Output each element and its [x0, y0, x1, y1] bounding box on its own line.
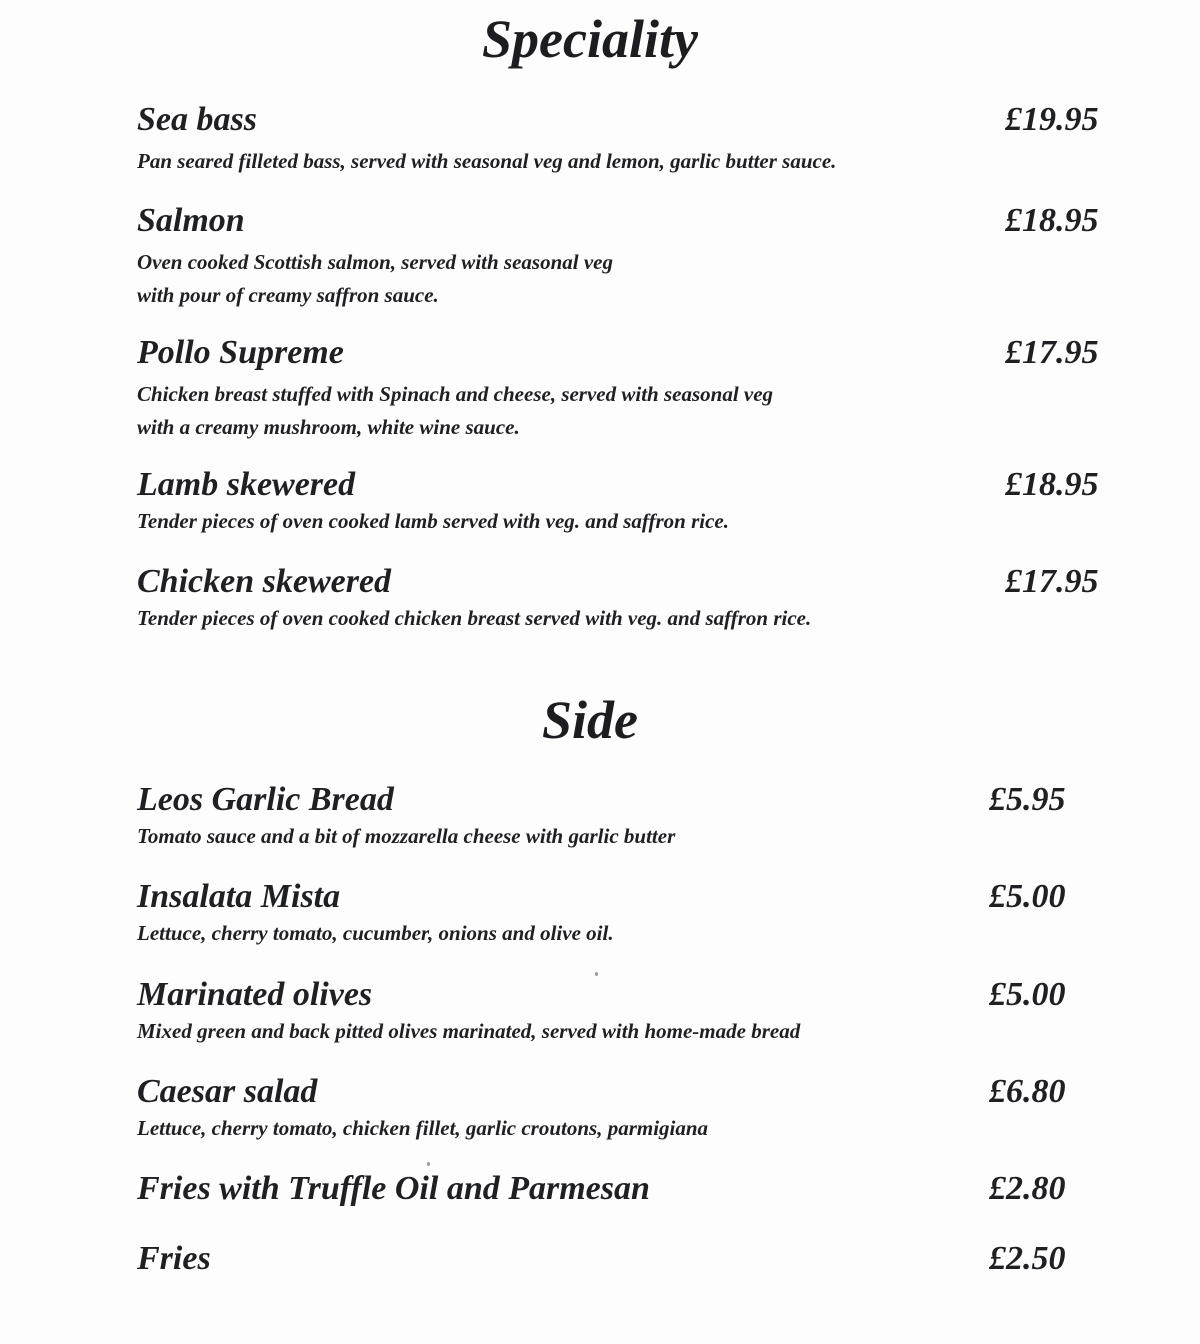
item-name: Fries — [137, 1240, 211, 1277]
item-price: £17.95 — [1005, 563, 1099, 600]
menu-item-marinated-olives — [137, 976, 1137, 1048]
menu-item-lamb-skewered — [137, 466, 1137, 538]
item-name: Insalata Mista — [137, 878, 341, 915]
menu-item-fries-truffle-parmesan — [137, 1170, 1137, 1208]
item-description: Lettuce, cherry tomato, cucumber, onions and olive oil. — [137, 921, 614, 945]
menu-item-salmon — [137, 202, 1137, 312]
item-description: Tender pieces of oven cooked chicken breast served with veg. and saffron rice. — [137, 606, 812, 630]
item-price: £18.95 — [1005, 466, 1099, 503]
side-section-title: Side — [541, 690, 638, 750]
item-description: Mixed green and back pitted olives marinated, served with home-made bread — [137, 1019, 801, 1043]
scan-speck — [595, 972, 598, 976]
item-price: £5.00 — [989, 878, 1066, 915]
item-price: £5.00 — [989, 976, 1066, 1013]
item-price: £19.95 — [1005, 101, 1099, 138]
menu-item-pollo-supreme — [137, 334, 1137, 444]
item-name: Chicken skewered — [137, 563, 392, 600]
item-name: Leos Garlic Bread — [137, 781, 394, 818]
menu-item-chicken-skewered — [137, 563, 1137, 635]
item-name: Pollo Supreme — [137, 334, 344, 371]
item-price: £2.50 — [989, 1240, 1066, 1277]
item-price: £5.95 — [989, 781, 1066, 818]
scan-speck — [427, 1162, 430, 1166]
item-description: Tomato sauce and a bit of mozzarella cheese with garlic butter — [137, 824, 676, 848]
menu-item-leos-garlic-bread — [137, 781, 1137, 853]
item-description: Lettuce, cherry tomato, chicken fillet, garlic croutons, parmigiana — [137, 1116, 709, 1140]
item-description: Chicken breast stuffed with Spinach and cheese, served with seasonal veg with a creamy mushroom, white wine sauce. — [137, 382, 774, 439]
item-price: £17.95 — [1005, 334, 1099, 371]
menu-item-caesar-salad — [137, 1073, 1137, 1145]
item-price: £18.95 — [1005, 202, 1099, 239]
item-name: Lamb skewered — [137, 466, 356, 503]
item-name: Fries with Truffle Oil and Parmesan — [137, 1170, 650, 1207]
item-name: Salmon — [137, 202, 245, 239]
speciality-section-title: Speciality — [482, 9, 698, 69]
item-name: Sea bass — [137, 101, 257, 138]
menu-item-fries — [137, 1240, 1137, 1278]
item-name: Marinated olives — [137, 976, 373, 1013]
menu-item-sea-bass — [137, 101, 1137, 178]
item-description: Tender pieces of oven cooked lamb served with veg. and saffron rice. — [137, 509, 729, 533]
item-name: Caesar salad — [137, 1073, 318, 1110]
item-description: Oven cooked Scottish salmon, served with seasonal veg with pour of creamy saffron sauce. — [137, 250, 613, 307]
item-price: £6.80 — [989, 1073, 1066, 1110]
item-description: Pan seared filleted bass, served with seasonal veg and lemon, garlic butter sauce. — [137, 149, 837, 173]
item-price: £2.80 — [989, 1170, 1066, 1207]
menu-item-insalata-mista — [137, 878, 1137, 950]
